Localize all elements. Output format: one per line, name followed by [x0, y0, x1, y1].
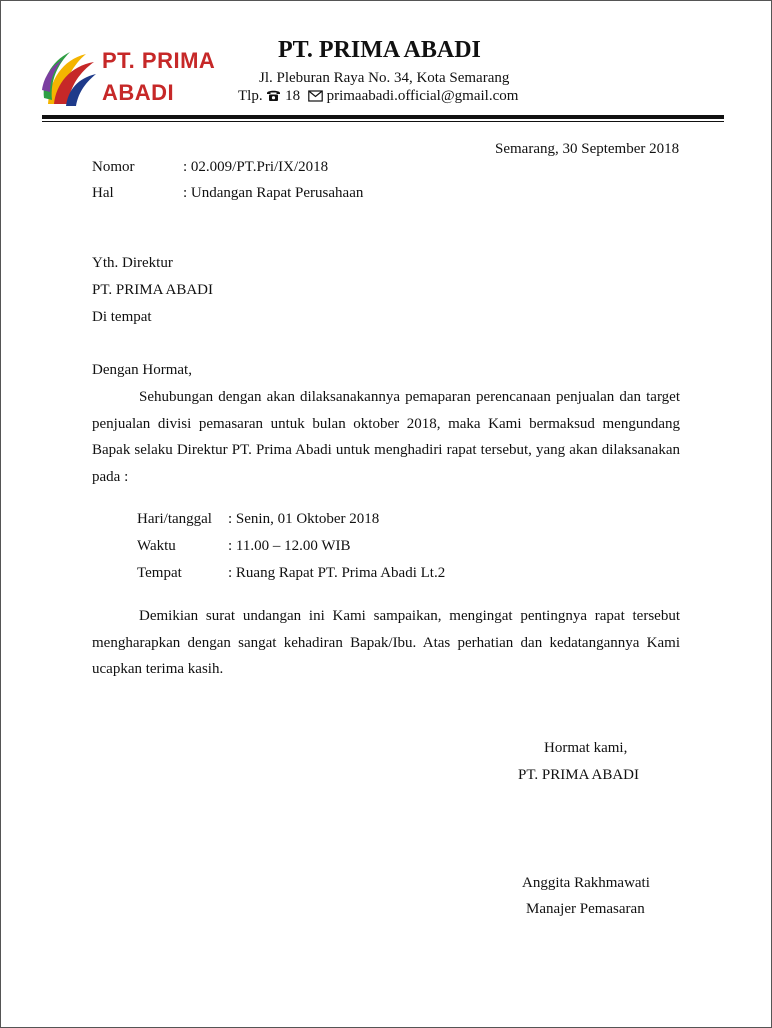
body-paragraph-2	[92, 603, 680, 683]
letterhead-divider-thin	[42, 121, 724, 122]
detail-value-place: : Ruang Rapat PT. Prima Abadi Lt.2	[228, 565, 446, 581]
closing-company: PT. PRIMA ABADI	[518, 767, 639, 783]
logo-text-line1: PT. PRIMA	[102, 48, 216, 73]
detail-label-date: Hari/tanggal	[137, 511, 212, 527]
mail-icon	[308, 90, 323, 102]
logo-text-line2: ABADI	[102, 80, 175, 105]
body-paragraph-1	[92, 384, 680, 490]
recipient-line3: Di tempat	[92, 309, 152, 325]
detail-label-time: Waktu	[137, 538, 176, 554]
recipient-line2: PT. PRIMA ABADI	[92, 282, 213, 298]
phone-icon	[266, 89, 281, 102]
letterhead-divider-thick	[42, 115, 724, 119]
signer-title: Manajer Pemasaran	[526, 901, 645, 917]
body-paragraph-2-text: Demikian surat undangan ini Kami sampaikan, mengingat pentingnya rapat tersebut mengharapkan dengan sangat kehadiran Bapak/Ibu. Atas perhatian dan kedatangannya Kami ucapkan terima kasih.	[92, 608, 680, 677]
recipient-line1: Yth. Direktur	[92, 255, 173, 271]
hal-value: : Undangan Rapat Perusahaan	[183, 185, 364, 201]
detail-value-time: : 11.00 – 12.00 WIB	[228, 538, 351, 554]
hal-label: Hal	[92, 185, 114, 201]
company-logo	[16, 40, 236, 114]
phone-number: 18	[285, 88, 301, 104]
logo-emblem-icon	[40, 46, 100, 110]
letter-date: Semarang, 30 September 2018	[495, 141, 680, 157]
company-name: PT. PRIMA ABADI	[278, 37, 481, 63]
phone-label: Tlp.	[238, 88, 263, 104]
salutation: Dengan Hormat,	[92, 362, 192, 378]
company-email[interactable]: primaabadi.official@gmail.com	[326, 88, 519, 104]
closing-greeting: Hormat kami,	[544, 740, 628, 756]
signer-name: Anggita Rakhmawati	[522, 875, 650, 891]
nomor-label: Nomor	[92, 159, 135, 175]
detail-label-place: Tempat	[137, 565, 182, 581]
nomor-value: : 02.009/PT.Pri/IX/2018	[183, 159, 329, 175]
company-address: Jl. Pleburan Raya No. 34, Kota Semarang	[259, 70, 510, 86]
company-contact	[238, 88, 518, 105]
body-paragraph-1-text: Sehubungan dengan akan dilaksanakannya pemaparan perencanaan penjualan dan target penjualan divisi pemasaran untuk bulan oktober 2018, maka Kami bermaksud mengundang Bapak selaku Direktur PT. Prima Abadi untuk menghadiri rapat tersebut, yang akan dilaksanakan pada :	[92, 389, 680, 485]
detail-value-date: : Senin, 01 Oktober 2018	[228, 511, 380, 527]
